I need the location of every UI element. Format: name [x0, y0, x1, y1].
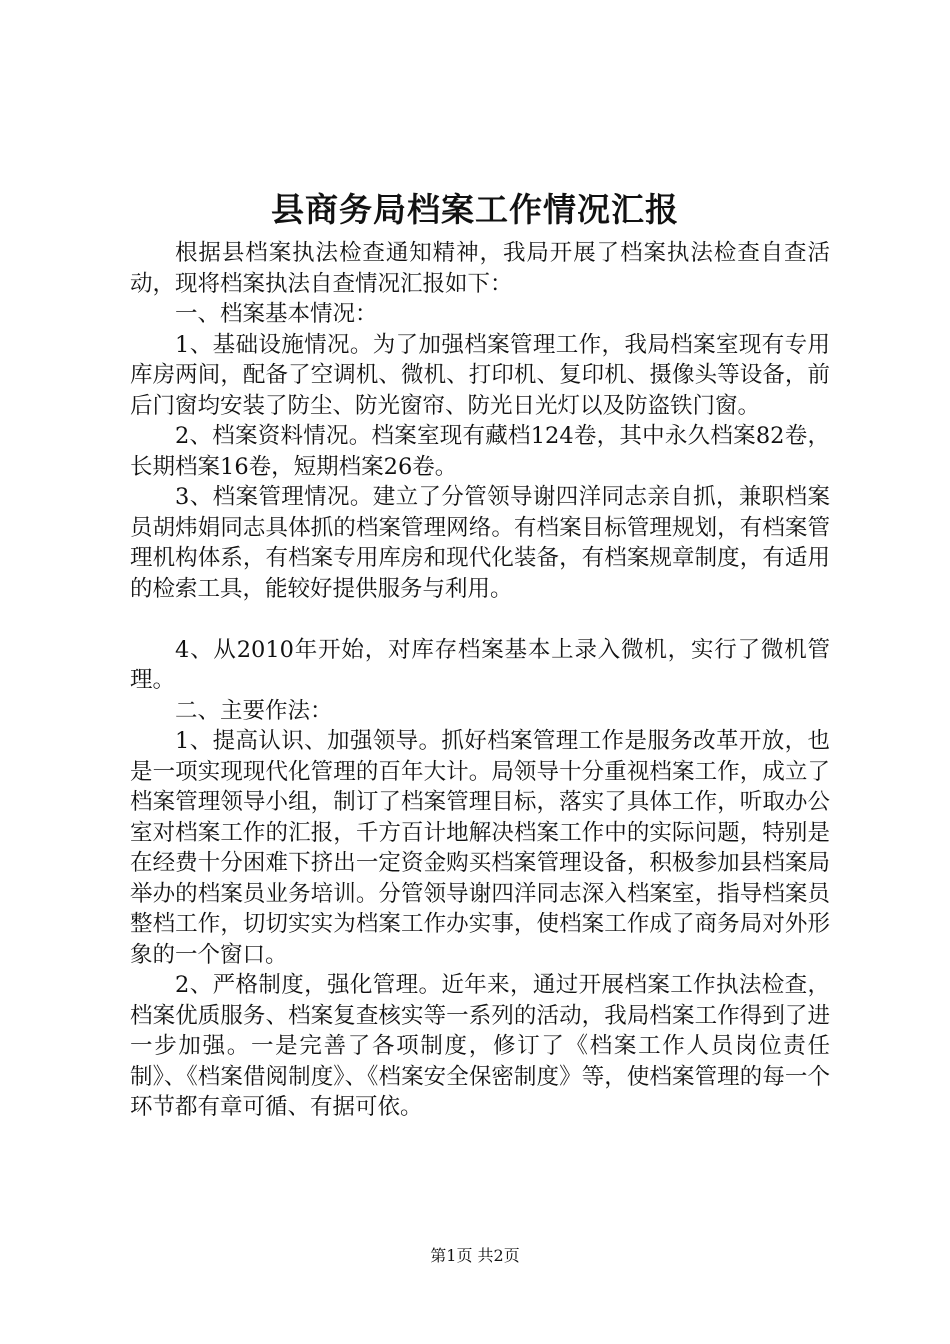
paragraph-infrastructure: 1、基础设施情况。为了加强档案管理工作，我局档案室现有专用库房两间，配备了空调机、微机、打印机、复印机、摄像头等设备，前后门窗均安装了防尘、防光窗帘、防光日光灯以及防盗铁门窗。 — [130, 331, 830, 419]
paragraph-regulations: 2、严格制度，强化管理。近年来，通过开展档案工作执法检查，档案优质服务、档案复查核实等一系列的活动，我局档案工作得到了进一步加强。一是完善了各项制度，修订了《档案工作人员岗位责任制》、《档案借阅制度》、《档案安全保密制度》等，使档案管理的每一个环节都有章可循、有据可依。 — [130, 972, 830, 1120]
paragraph-leadership: 1、提高认识、加强领导。抓好档案管理工作是服务改革开放，也是一项实现现代化管理的百年大计。局领导十分重视档案工作，成立了档案管理领导小组，制订了档案管理目标，落实了具体工作，听取办公室对档案工作的汇报，千方百计地解决档案工作中的实际问题，特别是在经费十分困难下挤出一定资金购买档案管理设备，积极参加县档案局举办的档案员业务培训。分管领导谢四洋同志深入档案室，指导档案员整档工作，切切实实为档案工作办实事，使档案工作成了商务局对外形象的一个窗口。 — [130, 728, 830, 968]
paragraph-archive-materials: 2、档案资料情况。档案室现有藏档124卷，其中永久档案82卷，长期档案16卷，短期档案26卷。 — [130, 423, 830, 480]
section-heading-main-practices: 二、主要作法： — [175, 697, 333, 724]
document-body — [130, 238, 830, 1123]
document-title: 县商务局档案工作情况汇报 — [271, 190, 679, 229]
paragraph-intro: 根据县档案执法检查通知精神，我局开展了档案执法检查自查活动，现将档案执法自查情况汇报如下： — [130, 240, 830, 297]
page-footer: 第1页 共2页 — [430, 1246, 520, 1265]
paragraph-archive-management: 3、档案管理情况。建立了分管领导谢四洋同志亲自抓，兼职档案员胡炜娟同志具体抓的档案管理网络。有档案目标管理规划，有档案管理机构体系，有档案专用库房和现代化装备，有档案规章制度，有适用的检索工具，能较好提供服务与利用。 — [130, 484, 830, 602]
section-heading-basic-situation: 一、档案基本情况： — [175, 301, 378, 327]
paragraph-computerization: 4、从2010年开始，对库存档案基本上录入微机，实行了微机管理。 — [130, 636, 830, 693]
